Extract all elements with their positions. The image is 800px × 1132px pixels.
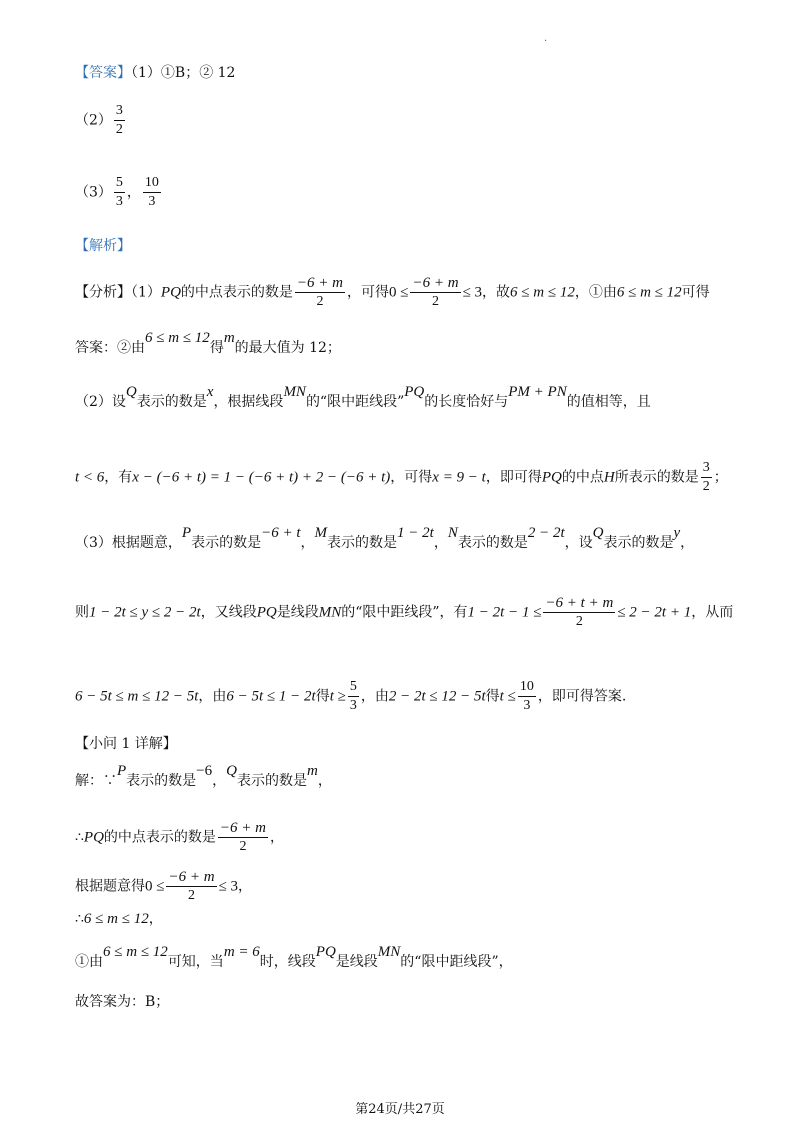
detail-line-3 <box>75 869 252 904</box>
math: P <box>181 525 192 541</box>
fraction-denominator: 2 <box>702 479 710 494</box>
math: ≤ 3 <box>462 284 483 301</box>
text: 可知，当 <box>167 954 224 970</box>
fraction-denominator: 2 <box>239 839 247 854</box>
text: （2）设 <box>75 394 126 410</box>
fraction-numerator: 10 <box>143 175 161 193</box>
analysis-line-4 <box>75 460 728 495</box>
fraction <box>701 460 712 495</box>
math: N <box>447 525 458 541</box>
text: 的值相等，且 <box>566 394 651 410</box>
analysis-heading <box>75 236 131 256</box>
text: 得 <box>485 688 500 705</box>
fraction-denominator: 2 <box>188 888 196 903</box>
math: P <box>117 763 127 779</box>
text: 则 <box>75 604 89 621</box>
fraction-denominator: 2 <box>575 614 583 629</box>
text: ，从而 <box>691 604 734 621</box>
text: 是线段 <box>335 954 378 970</box>
detail-tag: 【小问 1 详解】 <box>75 736 177 752</box>
text: ，又线段 <box>200 604 257 621</box>
math: Q <box>125 384 137 400</box>
text: ； <box>713 469 728 486</box>
text: 的最大值为 12； <box>234 340 341 356</box>
text: ，可得 <box>390 469 433 486</box>
fraction-numerator: 10 <box>518 679 536 697</box>
math: PQ <box>315 944 336 960</box>
math: 6 ≤ m ≤ 12 <box>616 284 682 301</box>
text: 表示的数是 <box>603 535 674 551</box>
math: PM + PN <box>508 384 567 400</box>
math: 0 ≤ <box>389 284 409 301</box>
text: ， <box>300 535 315 551</box>
answer-part-3-label: （3） <box>75 184 112 201</box>
math: ≤ 2 − 2t + 1 <box>617 604 692 621</box>
analysis-line-1 <box>75 275 710 310</box>
text: 的长度恰好与 <box>424 394 509 410</box>
text: ，有 <box>104 469 133 486</box>
detail-line-6 <box>75 992 169 1012</box>
math: ≤ 3 <box>218 878 239 895</box>
text: 所表示的数是 <box>614 469 699 486</box>
text: 表示的数是 <box>136 394 207 410</box>
text: 的“限中距线段” <box>305 394 405 410</box>
fraction <box>543 595 615 630</box>
math: Q <box>592 525 604 541</box>
detail-heading <box>75 734 177 754</box>
math: x <box>206 384 214 400</box>
text: ，设 <box>564 535 593 551</box>
fraction <box>348 679 359 714</box>
fraction-numerator: 3 <box>701 460 712 478</box>
text: ， <box>270 829 284 846</box>
math: MN <box>283 384 306 400</box>
math: 0 ≤ <box>145 878 165 895</box>
text: ，由 <box>198 688 227 705</box>
math: M <box>314 525 328 541</box>
math: 2 − 2t <box>527 525 565 541</box>
analysis-line-2 <box>75 330 341 358</box>
analysis-line-3 <box>75 384 651 412</box>
text: 的中点表示的数是 <box>180 284 293 301</box>
page-mark: . <box>544 33 548 44</box>
detail-line-1 <box>75 763 332 791</box>
math: 2 − 2t ≤ 12 − 5t <box>388 688 486 705</box>
text: ，即可得 <box>485 469 542 486</box>
math: Q <box>226 763 237 779</box>
separator: ， <box>126 184 141 201</box>
math: 6 ≤ m ≤ 12 <box>145 330 210 346</box>
fraction-denominator: 2 <box>432 294 440 309</box>
fraction-numerator: −6 + t + m <box>545 595 614 611</box>
text: ，由 <box>360 688 389 705</box>
text: 表示的数是 <box>126 773 197 789</box>
text: 故答案为：B； <box>75 994 170 1010</box>
text: ， <box>680 535 695 551</box>
math: t ≥ <box>329 688 346 705</box>
math: H <box>603 469 615 486</box>
math: 1 − 2t − 1 ≤ <box>467 604 542 621</box>
page-footer: 第24页/共27页 <box>355 1102 445 1117</box>
math: 6 − 5t ≤ m ≤ 12 − 5t <box>75 688 199 705</box>
text: ， <box>433 535 448 551</box>
fraction-numerator: 3 <box>114 103 125 121</box>
math: PQ <box>160 284 181 301</box>
fraction <box>295 275 345 310</box>
math: x − (−6 + t) = 1 − (−6 + t) + 2 − (−6 + t) <box>132 469 391 486</box>
text: ，故 <box>482 284 511 301</box>
text: ，根据线段 <box>213 394 284 410</box>
text: 解：∵ <box>75 773 117 789</box>
detail-line-4 <box>75 909 163 929</box>
math: m = 6 <box>223 944 260 960</box>
text: ∴ <box>75 911 84 927</box>
math: MN <box>318 604 342 621</box>
analysis-tag: 【解析】 <box>75 238 131 254</box>
fraction-denominator: 3 <box>115 194 123 209</box>
text: 可得 <box>681 284 710 301</box>
text: 答案：②由 <box>75 340 145 356</box>
answer-part-3-fraction-a <box>114 175 125 210</box>
math: MN <box>377 944 401 960</box>
math: m <box>223 330 235 346</box>
text: 表示的数是 <box>236 773 307 789</box>
fraction-denominator: 2 <box>316 294 324 309</box>
math: t ≤ <box>499 688 516 705</box>
text: 的中点表示的数是 <box>103 829 216 846</box>
text: ，即可得答案. <box>537 688 627 705</box>
text: ∴ <box>75 829 84 846</box>
text: ，①由 <box>574 284 617 301</box>
math: PQ <box>256 604 277 621</box>
fraction <box>166 869 216 904</box>
text: （3）根据题意， <box>75 535 182 551</box>
fraction-denominator: 2 <box>115 122 123 137</box>
math: y <box>673 525 681 541</box>
math: t < 6 <box>75 469 105 486</box>
text: 表示的数是 <box>457 535 528 551</box>
analysis-line-5 <box>75 525 695 553</box>
fraction-numerator: 5 <box>114 175 125 193</box>
text: 时，线段 <box>259 954 316 970</box>
math: 6 − 5t ≤ 1 − 2t <box>226 688 316 705</box>
text: （1） <box>131 284 161 301</box>
text: ，可得 <box>347 284 389 301</box>
detail-line-2 <box>75 820 284 855</box>
text: 表示的数是 <box>191 535 262 551</box>
text: 得 <box>315 688 330 705</box>
fraction-numerator: 5 <box>348 679 359 697</box>
fraction-numerator: −6 + m <box>412 275 459 291</box>
fraction-numerator: −6 + m <box>296 275 343 291</box>
answer-line-2 <box>75 103 127 138</box>
math: 6 ≤ m ≤ 12 <box>510 284 575 301</box>
answer-line-3 <box>75 175 163 210</box>
text: 表示的数是 <box>327 535 398 551</box>
fraction-denominator: 3 <box>523 698 531 713</box>
text: ， <box>148 911 163 927</box>
fraction-denominator: 3 <box>349 698 357 713</box>
math: PQ <box>83 829 104 846</box>
analysis-sub-tag: 【分析】 <box>75 284 131 301</box>
text: 根据题意得 <box>75 878 145 895</box>
math: x = 9 − t <box>432 469 486 486</box>
analysis-line-6 <box>75 595 733 630</box>
math: 6 ≤ m ≤ 12 <box>103 944 168 960</box>
text: 的“限中距线段”， <box>400 954 513 970</box>
math: 1 − 2t <box>397 525 434 541</box>
fraction <box>410 275 460 310</box>
text: 的中点 <box>561 469 604 486</box>
text: 得 <box>209 340 224 356</box>
detail-line-5 <box>75 944 513 972</box>
text: ， <box>212 773 227 789</box>
fraction-numerator: −6 + m <box>168 869 215 885</box>
answer-part-3-fraction-b <box>143 175 161 210</box>
text: ， <box>317 773 332 789</box>
text: 的“限中距线段”，有 <box>341 604 468 621</box>
text: ， <box>238 878 253 895</box>
math: PQ <box>404 384 425 400</box>
math: PQ <box>541 469 562 486</box>
math: 6 ≤ m ≤ 12 <box>83 911 149 927</box>
fraction <box>518 679 536 714</box>
analysis-line-7 <box>75 679 626 714</box>
math: 1 − 2t ≤ y ≤ 2 − 2t <box>89 604 201 621</box>
text: 是线段 <box>276 604 319 621</box>
text: ①由 <box>75 954 103 970</box>
math: m <box>306 763 318 779</box>
answer-tag: 【答案】 <box>75 65 131 81</box>
answer-line-1 <box>75 63 235 83</box>
answer-part-2-fraction <box>114 103 125 138</box>
math: −6 + t <box>261 525 301 541</box>
answer-part-1: （1）①B；② 12 <box>131 65 236 81</box>
fraction-numerator: −6 + m <box>219 820 266 836</box>
answer-part-2-label: （2） <box>75 112 112 129</box>
fraction-denominator: 3 <box>148 194 156 209</box>
fraction <box>218 820 268 855</box>
math: −6 <box>196 763 213 779</box>
